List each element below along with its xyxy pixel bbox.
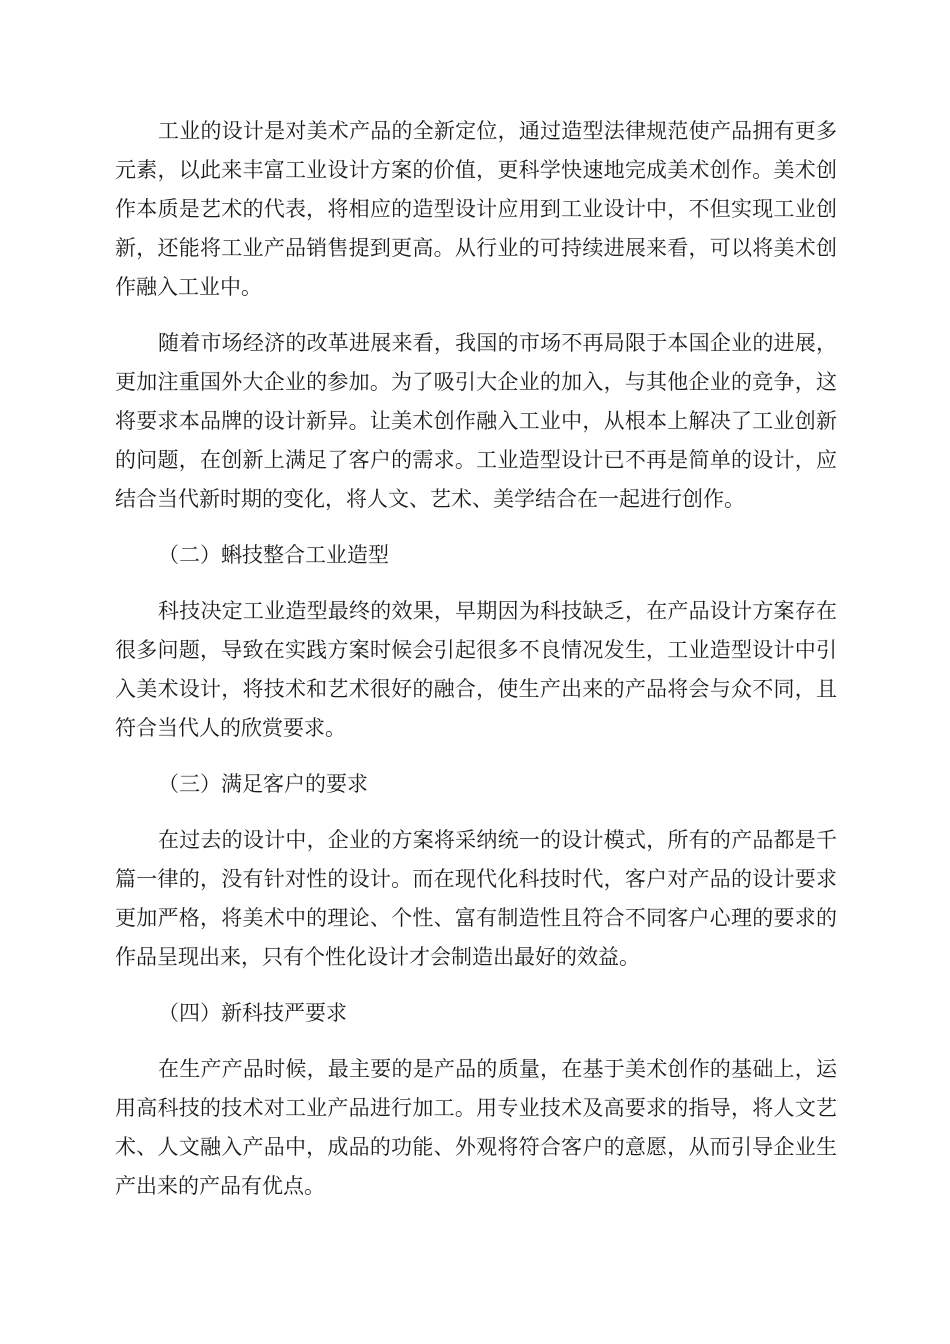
paragraph-1: 工业的设计是对美术产品的全新定位，通过造型法律规范使产品拥有更多元素，以此来丰富工业设计方案的价值，更科学快速地完成美术创作。美术创作本质是艺术的代表，将相应的造型设计应用到工业设计中，不但实现工业创新，还能将工业产品销售提到更高。从行业的可持续进展来看，可以将美术创作融入工业中。 [115,119,837,299]
paragraph-2: 随着市场经济的改革进展来看，我国的市场不再局限于本国企业的进展，更加注重国外大企业的参加。为了吸引大企业的加入，与其他企业的竞争，这将要求本品牌的设计新异。让美术创作融入工业中，从根本上解决了工业创新的问题，在创新上满足了客户的需求。工业造型设计已不再是简单的设计，应结合当代新时期的变化，将人文、艺术、美学结合在一起进行创作。 [115,331,837,511]
paragraph-5: 在生产产品时候，最主要的是产品的质量，在基于美术创作的基础上，运用高科技的技术对工业产品进行加工。用专业技术及高要求的指导，将人文艺术、人文融入产品中，成品的功能、外观将符合客户的意愿，从而引导企业生产出来的产品有优点。 [115,1057,837,1198]
section-heading-2: （二）蝌技整合工业造型 [158,543,389,567]
section-heading-3: （三）满足客户的要求 [158,772,368,796]
document-body [115,112,837,1223]
paragraph-4: 在过去的设计中，企业的方案将采纳统一的设计模式，所有的产品都是千篇一律的，没有针对性的设计。而在现代化科技时代，客户对产品的设计要求更加严格，将美术中的理论、个性、富有制造性且符合不同客户心理的要求的作品呈现出来，只有个性化设计才会制造出最好的效益。 [115,828,837,969]
section-heading-4: （四）新科技严要求 [158,1001,347,1025]
paragraph-3: 科技决定工业造型最终的效果，早期因为科技缺乏，在产品设计方案存在很多问题，导致在实践方案时候会引起很多不良情况发生，工业造型设计中引入美术设计，将技术和艺术很好的融合，使生产出来的产品将会与众不同，且符合当代人的欣赏要求。 [115,599,837,740]
